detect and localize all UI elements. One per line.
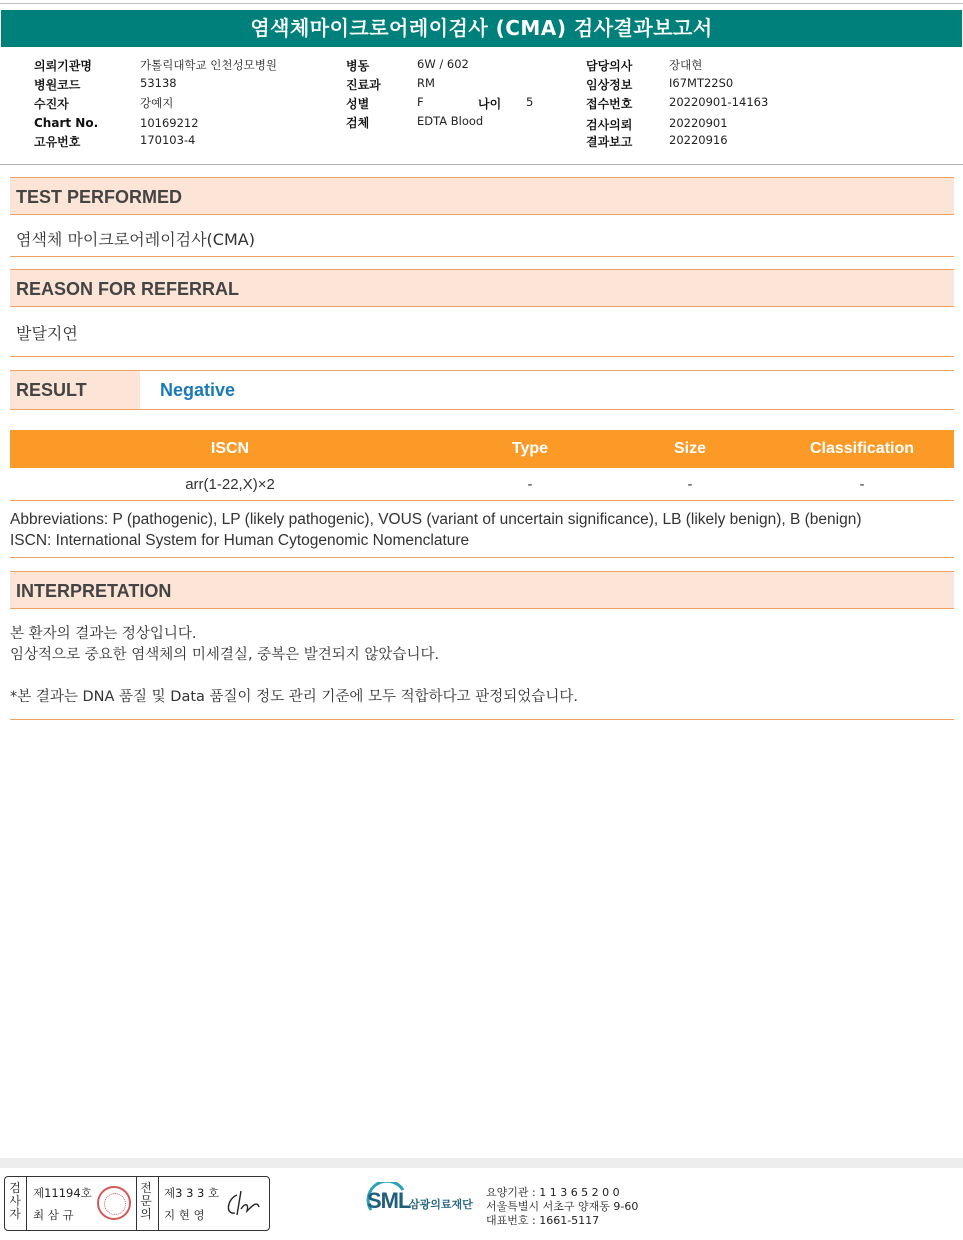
result-label: RESULT: [10, 371, 140, 409]
examiner-name: 최 삼 규: [33, 1208, 74, 1222]
divider: [10, 256, 954, 257]
reason-text: 발달지연: [16, 324, 78, 343]
interpretation-line-2: 임상적으로 중요한 염색체의 미세결실, 중복은 발견되지 않았습니다.: [10, 647, 440, 663]
value-report-date: 20220916: [669, 133, 728, 147]
value-specimen: EDTA Blood: [417, 114, 484, 128]
info-divider: [0, 164, 963, 165]
examiner-license-no: 제11194호: [33, 1186, 92, 1200]
divider: [10, 356, 954, 357]
test-performed-text: 염색체 마이크로어레이검사(CMA): [16, 230, 255, 249]
value-requesting-institution: 가톨릭대학교 인천성모병원: [140, 58, 277, 72]
label-unique-id: 고유번호: [34, 135, 81, 149]
col-header-size: Size: [673, 440, 706, 457]
org-institution-no: 요양기관 : 1 1 3 6 5 2 0 0: [486, 1186, 620, 1199]
value-department: RM: [417, 76, 435, 90]
divider: [10, 557, 954, 558]
sml-logo-text: SML: [367, 1188, 411, 1213]
label-specimen: 검체: [346, 116, 370, 130]
col-header-iscn: ISCN: [210, 440, 250, 457]
reviewer-name: 지 현 영: [164, 1208, 205, 1222]
label-patient: 수진자: [34, 97, 69, 111]
label-sex: 성별: [346, 97, 370, 111]
section-test-performed-heading: TEST PERFORMED: [10, 177, 954, 215]
label-ward: 병동: [346, 59, 370, 73]
label-clinical-info: 임상정보: [586, 78, 633, 92]
reviewer-label: 전 문 의: [140, 1181, 152, 1221]
col-header-type: Type: [511, 440, 549, 457]
value-age: 5: [526, 95, 534, 109]
seal-stamp-icon: [97, 1186, 131, 1220]
label-chart-no: Chart No.: [34, 116, 99, 130]
divider: [10, 719, 954, 720]
report-title: 염색체마이크로어레이검사 (CMA) 검사결과보고서: [1, 10, 962, 47]
result-value: Negative: [160, 380, 236, 400]
col-header-classification: Classification: [809, 440, 915, 457]
value-receipt-no: 20220901-14163: [669, 95, 769, 109]
top-rule: [0, 3, 963, 4]
org-phone: 대표번호 : 1661-5117: [486, 1214, 600, 1227]
label-request-date: 검사의뢰: [586, 118, 633, 132]
label-requesting-institution: 의뢰기관명: [34, 59, 92, 73]
label-age: 나이: [478, 97, 502, 111]
value-patient: 강예지: [140, 96, 174, 110]
value-hospital-code: 53138: [140, 76, 177, 90]
label-physician: 담당의사: [586, 59, 633, 73]
label-department: 진료과: [346, 78, 381, 92]
iscn-definition-line: ISCN: International System for Human Cytogenomic Nomenclature: [10, 532, 470, 549]
section-interpretation-heading: INTERPRETATION: [10, 571, 954, 609]
value-chart-no: 10169212: [140, 116, 199, 130]
cell-type: -: [527, 476, 533, 493]
value-physician: 장대현: [669, 58, 703, 72]
examiner-label: 검 사 자: [9, 1181, 21, 1221]
cell-iscn: arr(1-22,X)×2: [185, 476, 275, 493]
interpretation-note: *본 결과는 DNA 품질 및 Data 품질이 정도 관리 기준에 모두 적합하다고 판정되었습니다.: [10, 689, 578, 705]
section-reason-heading: REASON FOR REFERRAL: [10, 269, 954, 307]
cell-classification: -: [859, 476, 865, 493]
cell-size: -: [687, 476, 693, 493]
value-request-date: 20220901: [669, 116, 728, 130]
result-table-header: [10, 430, 954, 468]
signature-box: [4, 1176, 270, 1231]
table-row: [10, 470, 954, 501]
label-receipt-no: 접수번호: [586, 97, 633, 111]
value-ward: 6W / 602: [417, 57, 469, 71]
signature-icon: [223, 1187, 263, 1221]
label-report-date: 결과보고: [586, 135, 633, 149]
patient-info: [0, 56, 963, 156]
value-unique-id: 170103-4: [140, 133, 196, 147]
org-name: 삼광의료재단: [409, 1198, 473, 1211]
abbreviations-line: Abbreviations: P (pathogenic), LP (likely pathogenic), VOUS (variant of uncertain significance), LB (likely benign), B (benign): [10, 511, 862, 528]
reviewer-license-no: 제3 3 3 호: [164, 1186, 220, 1200]
label-hospital-code: 병원코드: [34, 78, 81, 92]
value-sex: F: [417, 95, 424, 109]
org-address: 서울특별시 서초구 양재동 9-60: [486, 1200, 639, 1213]
result-row: [10, 370, 954, 410]
footer-band: [0, 1158, 963, 1168]
value-clinical-info: I67MT22S0: [669, 76, 734, 90]
interpretation-line-1: 본 환자의 결과는 정상입니다.: [10, 626, 197, 642]
